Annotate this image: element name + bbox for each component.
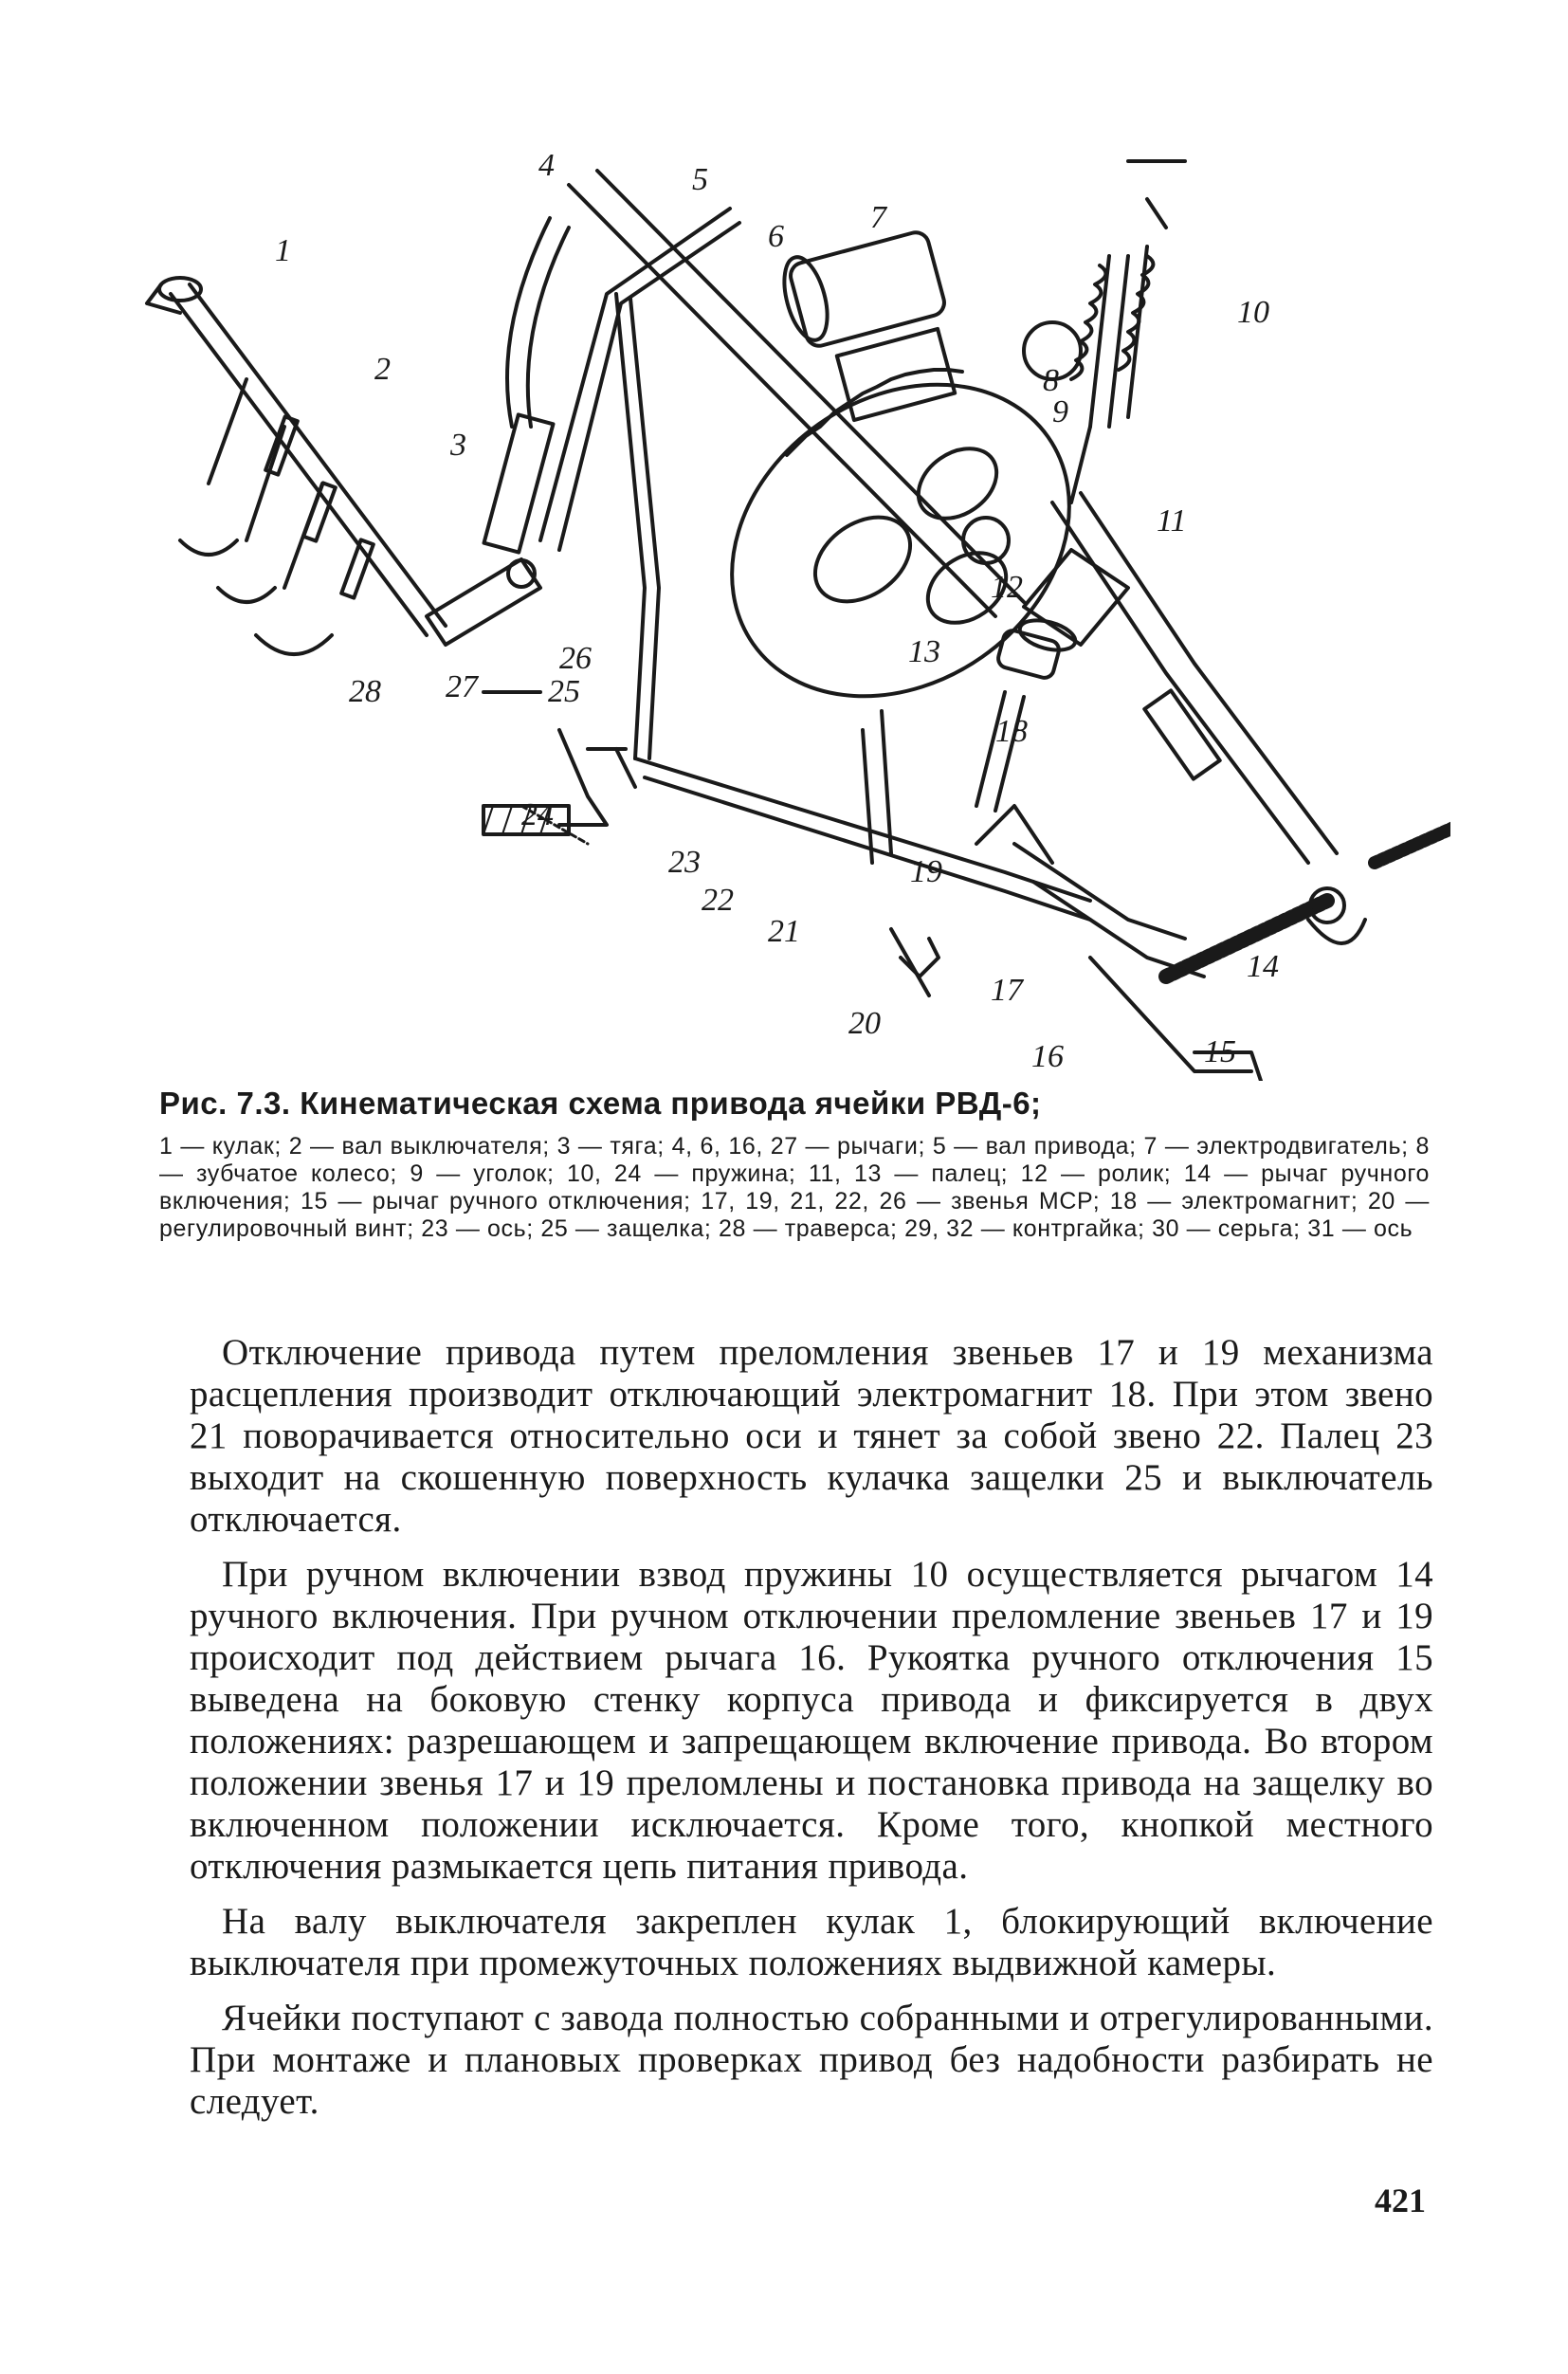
label-5: 5 bbox=[692, 162, 708, 197]
paragraph: При ручном включении взвод пружины 10 осуществляется рычагом 14 ручного включения. При ручном отключении преломление звеньев 17 и 19 происходит под действием рычага 16. Рукоятка ручного отключения 15 выведена на боковую стенку корпуса привода и фиксируется в двух положениях: разрешающем и запрещающем включение привода. Во втором положении звенья 17 и 19 преломлены и постановка привода на защелку во включенном положении исключается. Кроме того, кнопкой местного отключения размыкается цепь питания привода. bbox=[190, 1554, 1433, 1887]
label-4: 4 bbox=[538, 148, 555, 183]
label-14: 14 bbox=[1247, 949, 1279, 984]
label-6: 6 bbox=[768, 219, 784, 254]
part-labels bbox=[275, 148, 1279, 1074]
label-11: 11 bbox=[1157, 503, 1187, 539]
paragraph: Отключение привода путем преломления звеньев 17 и 19 механизма расцепления производит отключающий электромагнит 18. При этом звено 21 поворачивается относительно оси и тянет за собой звено 22. Палец 23 выходит на скошенную поверхность кулачка защелки 25 и выключатель отключается. bbox=[190, 1332, 1433, 1540]
motor-and-gear bbox=[671, 229, 1129, 760]
label-21: 21 bbox=[768, 914, 800, 949]
label-25: 25 bbox=[548, 674, 580, 709]
label-28: 28 bbox=[349, 674, 381, 709]
label-27: 27 bbox=[446, 669, 478, 704]
manual-closing-lever-assembly bbox=[1024, 493, 1450, 977]
caption-legend: 1 — кулак; 2 — вал выключателя; 3 — тяга; 4, 6, 16, 27 — рычаги; 5 — вал привода; 7 — электродвигатель; 8 — зубчатое колесо; 9 — уголок; 10, 24 — пружина; 11, 13 — палец; 12 — ролик; 14 — рычаг ручного включения; 15 — рычаг ручного отключения; 17, 19, 21, 22, 26 — звенья МСР; 18 — электромагнит; 20 — регулировочный винт; 23 — ось; 25 — защелка; 28 — траверса; 29, 32 — контргайка; 30 — серьга; 31 — ось bbox=[159, 1133, 1430, 1242]
label-7: 7 bbox=[870, 200, 886, 235]
label-8: 8 bbox=[1043, 363, 1059, 398]
label-23: 23 bbox=[668, 845, 701, 880]
caption-title: Рис. 7.3. Кинематическая схема привода ячейки РВД-6; bbox=[159, 1086, 1042, 1121]
tripping-mechanism bbox=[483, 209, 1261, 1081]
label-19: 19 bbox=[910, 854, 942, 889]
breaker-shaft-assembly bbox=[147, 278, 446, 654]
label-1: 1 bbox=[275, 233, 291, 268]
label-12: 12 bbox=[991, 570, 1023, 605]
page-number: 421 bbox=[1375, 2182, 1426, 2219]
body-text bbox=[190, 1332, 1433, 2136]
label-20: 20 bbox=[848, 1006, 881, 1041]
label-3: 3 bbox=[450, 428, 466, 463]
label-2: 2 bbox=[374, 352, 391, 387]
label-15: 15 bbox=[1204, 1034, 1236, 1069]
drive-shaft-assembly bbox=[427, 171, 1024, 645]
label-17: 17 bbox=[991, 973, 1023, 1008]
label-26: 26 bbox=[559, 641, 592, 676]
figure-caption bbox=[159, 1086, 1430, 1243]
label-13: 13 bbox=[908, 634, 940, 669]
paragraph: На валу выключателя закреплен кулак 1, блокирующий включение выключателя при промежуточных положениях выдвижной камеры. bbox=[190, 1901, 1433, 1983]
label-18: 18 bbox=[995, 714, 1028, 749]
label-9: 9 bbox=[1052, 394, 1068, 429]
label-16: 16 bbox=[1031, 1039, 1064, 1074]
electromagnet-assembly bbox=[891, 615, 1079, 995]
label-22: 22 bbox=[702, 883, 734, 918]
label-10: 10 bbox=[1237, 295, 1269, 330]
label-24: 24 bbox=[521, 797, 554, 832]
kinematic-diagram-figure bbox=[142, 142, 1450, 1081]
kinematic-diagram bbox=[142, 142, 1450, 1081]
paragraph: Ячейки поступают с завода полностью собранными и отрегулированными. При монтаже и плановых проверках привод без надобности разбирать не следует. bbox=[190, 1998, 1433, 2122]
closing-spring-assembly bbox=[1071, 161, 1185, 502]
